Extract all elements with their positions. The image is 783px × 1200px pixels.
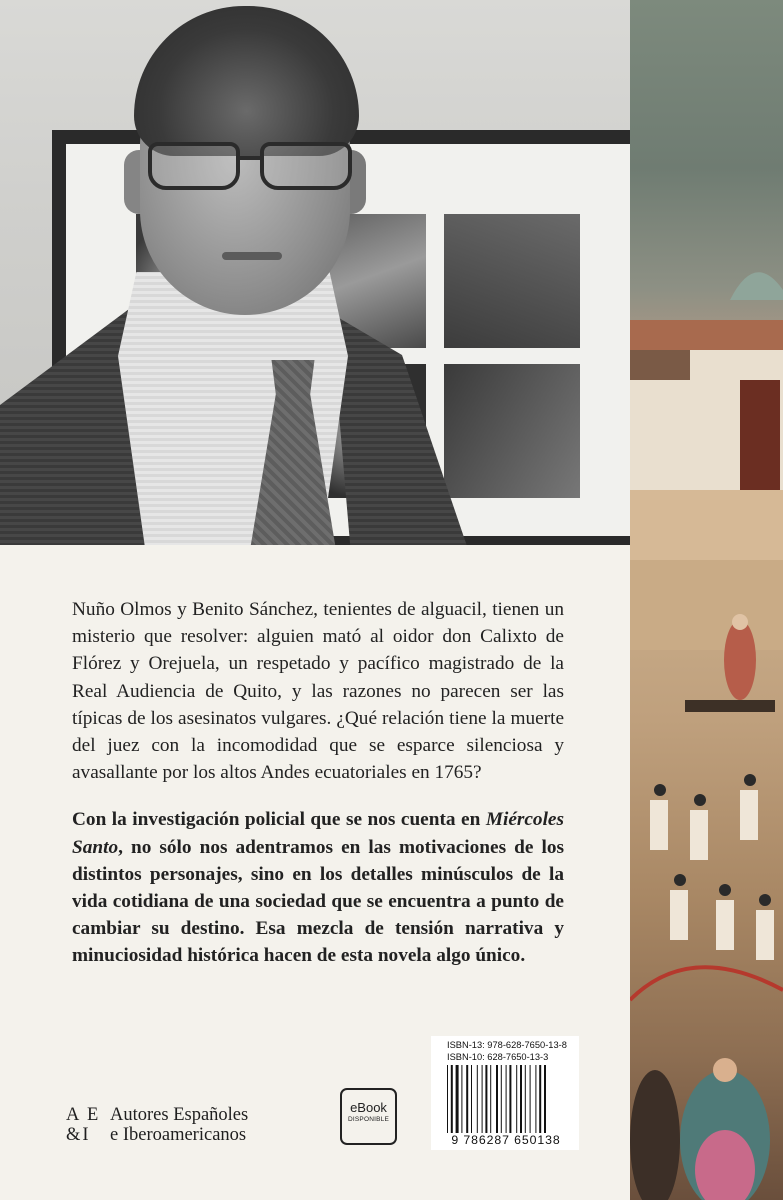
colonial-painting-illustration [630,0,783,1200]
isbn-10: ISBN-10: 628-7650-13-3 [447,1052,549,1062]
artwork-tile [444,214,580,348]
monogram-line: &I [66,1125,91,1145]
blurb-paragraph: Nuño Olmos y Benito Sánchez, tenientes de alguacil, tienen un misterio que resolver: alguien mató al oidor don Calixto de Flórez y Orejuela, un respetado y pacífico magistrado de la Real Audiencia de Quito, y las razones no parecen ser las típicas de los asesinatos vulgares. ¿Qué relación tiene la muerte del juez con la incomodidad que se esparce silenciosa y avasallante por los altos Andes ecuatoriales en 1765? [72,599,564,784]
author-photo [0,0,630,545]
publisher-name-line: Autores Españoles [110,1105,249,1125]
author-mouth [222,252,282,260]
blurb-text: , no sólo nos adentramos en las motivaciones de los distintos personajes, sino en los detalles minúsculos de la vida cotidiana de una sociedad que se encuentra a punto de cambiar su destino. Esa mezcla de tensión narrativa y minuciosidad histórica hacen de esta novela algo único. [72,836,564,967]
publisher-monogram [66,1105,104,1145]
isbn-barcode-box [431,1036,579,1150]
blurb-paragraph-bold [72,806,564,969]
book-title: Miércoles Santo [72,809,564,858]
ebook-badge [340,1088,397,1145]
back-cover-blurb [72,596,564,990]
ebook-label: eBook [350,1100,387,1115]
spine-painting [630,0,783,1200]
author-hair [134,6,359,156]
blurb-text: Con la investigación policial que se nos cuenta en [72,809,486,831]
ebook-sublabel: DISPONIBLE [347,1116,389,1123]
eyeglasses [148,142,352,194]
publisher-name [110,1105,330,1145]
artwork-tile [444,364,580,498]
publisher-name-line: e Iberoamericanos [110,1125,247,1145]
isbn-13: ISBN-13: 978-628-7650-13-8 [447,1040,567,1050]
monogram-line: A E [66,1105,101,1125]
barcode-digits: 9 786287 650138 [451,1133,561,1147]
barcode-icon [445,1065,569,1133]
